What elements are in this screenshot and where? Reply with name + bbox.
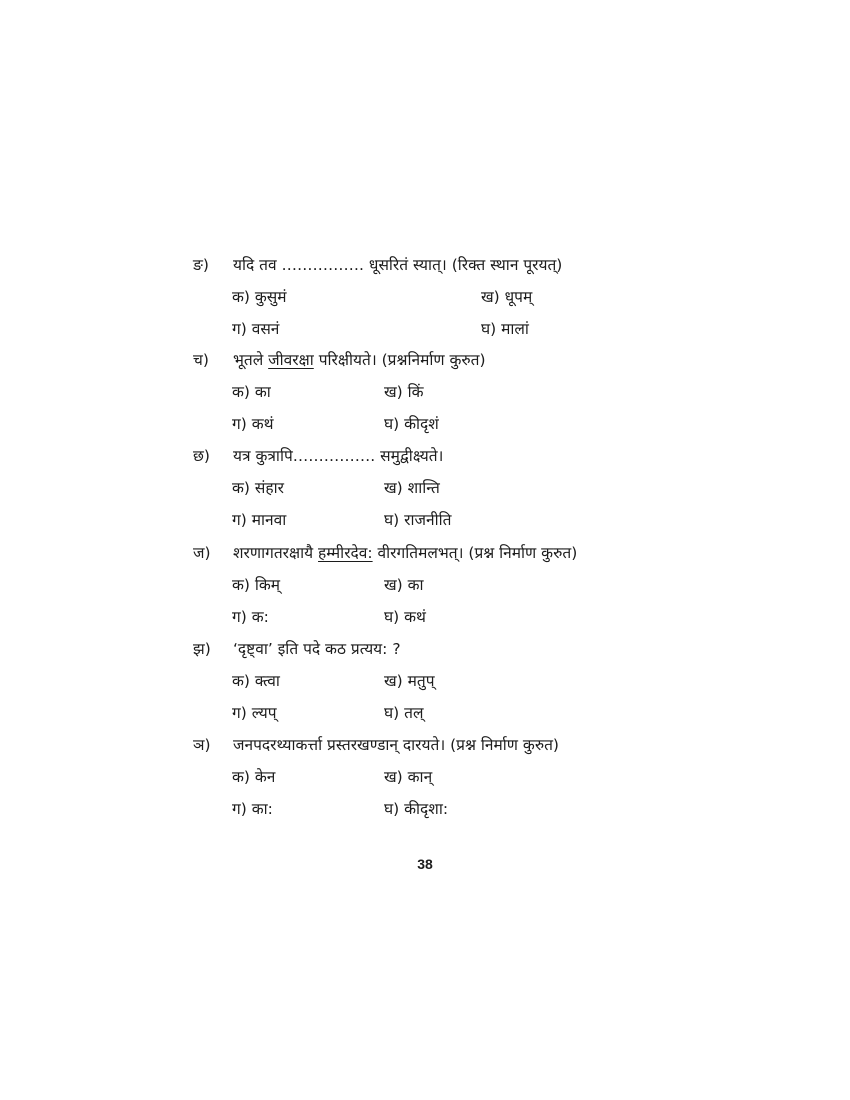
question-number: छ) bbox=[193, 447, 210, 465]
answer-option: घ) तल् bbox=[384, 704, 424, 722]
answer-option: ख) धूपम् bbox=[481, 288, 533, 306]
answer-option: क) किम् bbox=[232, 576, 281, 594]
page-number: 38 bbox=[417, 856, 433, 872]
answer-option: ख) किं bbox=[384, 383, 424, 401]
question-text-part: वीरगतिमलभत्। (प्रश्न निर्माण कुरुत) bbox=[372, 544, 578, 562]
question-number: झ) bbox=[193, 640, 211, 658]
answer-option: ग) मानवा bbox=[232, 511, 287, 529]
answer-option: क) संहार bbox=[232, 479, 284, 497]
answer-option: ग) कथं bbox=[232, 415, 274, 433]
answer-option: घ) राजनीति bbox=[384, 511, 452, 529]
answer-option: ग) ल्यप् bbox=[232, 704, 277, 722]
answer-option: ख) शान्ति bbox=[384, 479, 440, 497]
answer-option: क) केन bbox=[232, 768, 276, 786]
question-text-part: ……………. bbox=[281, 256, 369, 274]
question-text-part: परिक्षीयते। (प्रश्ननिर्माण कुरुत) bbox=[313, 351, 486, 369]
answer-option: ग) क: bbox=[232, 608, 269, 626]
answer-option: क) कुसुमं bbox=[232, 288, 287, 306]
answer-option: घ) मालां bbox=[481, 320, 529, 338]
answer-option: ग) का: bbox=[232, 800, 273, 818]
question-number: च) bbox=[193, 351, 209, 369]
answer-option: ख) का bbox=[384, 576, 424, 594]
underlined-word: जीवरक्षा bbox=[268, 351, 314, 369]
question-number: ज) bbox=[193, 544, 211, 562]
question-text bbox=[233, 350, 486, 370]
answer-option: क) क्त्वा bbox=[232, 672, 280, 690]
answer-option: ग) वसनं bbox=[232, 320, 280, 338]
question-text-part: समुद्वीक्ष्यते। bbox=[380, 447, 444, 465]
answer-option: ख) मतुप् bbox=[384, 672, 435, 690]
question-text bbox=[233, 446, 443, 466]
question-text bbox=[233, 543, 577, 563]
question-text-part: यदि तव bbox=[233, 256, 282, 274]
question-text-part: यत्र कुत्रापि bbox=[233, 447, 293, 465]
answer-option: घ) कथं bbox=[384, 608, 426, 626]
question-text-part: ……………. bbox=[292, 447, 381, 465]
answer-option: घ) कीदृशं bbox=[384, 415, 439, 433]
answer-option: ख) कान् bbox=[384, 768, 433, 786]
question-text-part: शरणागतरक्षायै bbox=[233, 544, 319, 562]
question-text bbox=[233, 639, 401, 659]
question-text-part: धूसरितं स्यात्। (रिक्त स्थान पूरयत्) bbox=[368, 256, 563, 274]
question-text-part: जनपदरथ्याकर्त्ता प्रस्तरखण्डान् दारयते। (प्रश्न निर्माण कुरुत) bbox=[233, 736, 559, 754]
question-text-part: ‘दृष्ट्वा’ इति पदे कठ प्रत्यय: ? bbox=[233, 640, 401, 658]
question-text bbox=[233, 735, 559, 755]
underlined-word: हम्मीरदेव: bbox=[318, 544, 373, 562]
question-text bbox=[233, 255, 562, 275]
answer-option: क) का bbox=[232, 383, 271, 401]
question-number: ङ) bbox=[193, 256, 209, 274]
question-text-part: भूतले bbox=[233, 351, 269, 369]
answer-option: घ) कीदृशा: bbox=[384, 800, 449, 818]
question-number: ञ) bbox=[193, 736, 211, 754]
